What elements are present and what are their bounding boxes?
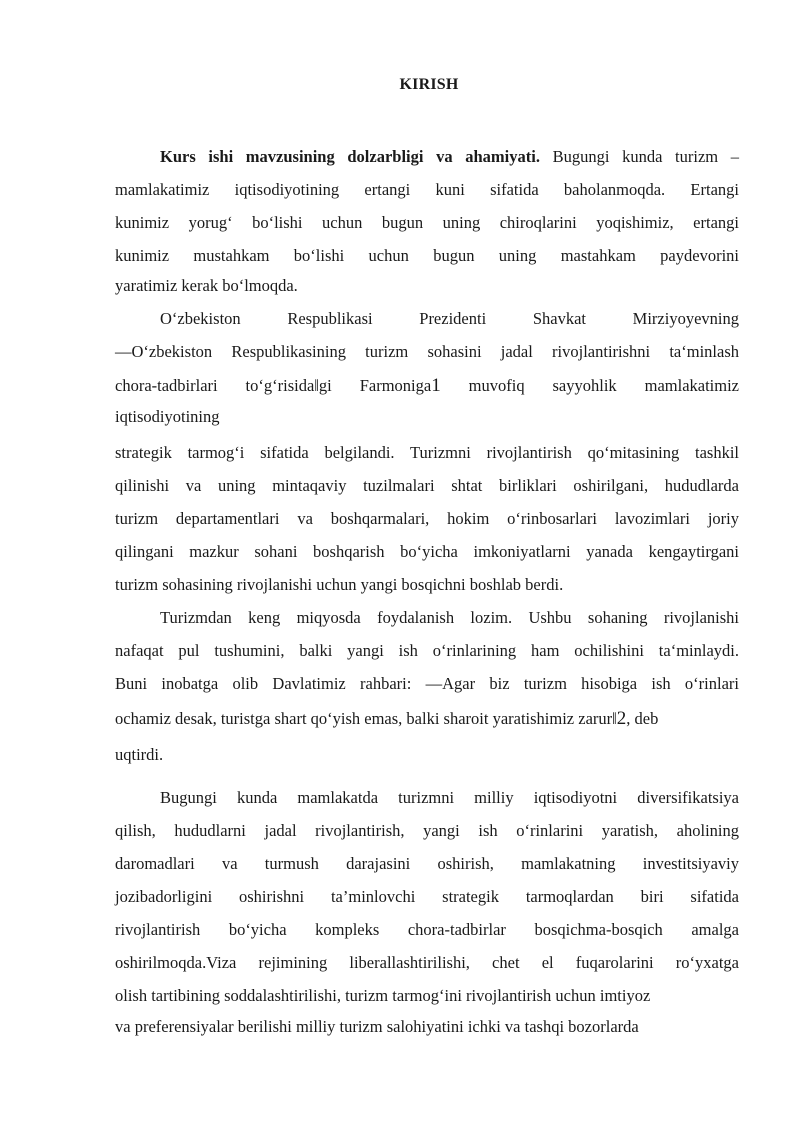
paragraph-line: nafaqat pul tushumini, balki yangi ish o‘rinlarining ham ochilishini ta‘minlaydi.: [115, 641, 739, 660]
paragraph-line: [160, 146, 739, 168]
footnote-marker: 2: [616, 708, 627, 729]
paragraph-line: turizm departamentlari va boshqarmalari, hokim o‘rinbosarlari lavozimlari joriy: [115, 509, 739, 528]
page-title: KIRISH: [399, 76, 459, 93]
paragraph-line: strategik tarmog‘i sifatida belgilandi. Turizmni rivojlantirish qo‘mitasining tashkil: [115, 443, 739, 462]
paragraph-line: uqtirdi.: [115, 745, 164, 764]
paragraph-line: daromadlari va turmush darajasini oshirish, mamlakatning investitsiyaviy: [115, 854, 739, 873]
paragraph-line: Bugungi kunda mamlakatda turizmni milliy iqtisodiyotni diversifikatsiya: [160, 788, 739, 807]
paragraph-line: kunimiz yorug‘ bo‘lishi uchun bugun uning chiroqlarini yoqishimiz, ertangi: [115, 213, 739, 232]
paragraph-line: olish tartibining soddalashtirilishi, turizm tarmog‘ini rivojlantirish uchun imtiyoz: [115, 986, 651, 1005]
section-lead-bold: Kurs ishi mavzusining dolzarbligi va ahamiyati.: [160, 147, 540, 166]
line-text: Bugungi kunda turizm –: [539, 147, 739, 166]
paragraph-line: [115, 375, 739, 397]
paragraph-line: mamlakatimiz iqtisodiyotining ertangi kuni sifatida baholanmoqda. Ertangi: [115, 180, 739, 199]
paragraph-line: qilish, hududlarni jadal rivojlantirish, yangi ish o‘rinlarini yaratish, aholining: [115, 821, 739, 840]
paragraph-line: qilingani mazkur sohani boshqarish bo‘yicha imkoniyatlarni yanada kengaytirgani: [115, 542, 739, 561]
paragraph-line: jozibadorligini oshirishni ta’minlovchi strategik tarmoqlardan biri sifatida: [115, 887, 739, 906]
paragraph-line: turizm sohasining rivojlanishi uchun yangi bosqichni boshlab berdi.: [115, 575, 564, 594]
line-text: , deb: [626, 709, 659, 728]
paragraph-line: qilinishi va uning mintaqaviy tuzilmalari shtat birliklari oshirilgani, hududlarda: [115, 476, 739, 495]
paragraph-line: iqtisodiyotining: [115, 407, 220, 426]
line-text: muvofiq sayyohlik mamlakatimiz: [440, 376, 740, 395]
paragraph-line: Buni inobatga olib Davlatimiz rahbari: ―Agar biz turizm hisobiga ish o‘rinlari: [115, 674, 739, 693]
paragraph-line: O‘zbekiston Respublikasi Prezidenti Shavkat Mirziyoyevning: [160, 309, 739, 328]
paragraph-line: yaratimiz kerak bo‘lmoqda.: [115, 276, 298, 295]
paragraph-line: Turizmdan keng miqyosda foydalanish lozim. Ushbu sohaning rivojlanishi: [160, 608, 739, 627]
paragraph-line: ―O‘zbekiston Respublikasining turizm sohasini jadal rivojlantirishni ta‘minlash: [115, 342, 739, 361]
paragraph-line: va preferensiyalar berilishi milliy turizm salohiyatini ichki va tashqi bozorlarda: [115, 1017, 639, 1036]
paragraph-line: oshirilmoqda.Viza rejimining liberallashtirilishi, chet el fuqarolarini ro‘yxatga: [115, 953, 739, 972]
line-text: chora-tadbirlari to‘g‘risida‖gi Farmoniga: [115, 376, 432, 395]
paragraph-line: rivojlantirish bo‘yicha kompleks chora-tadbirlar bosqichma-bosqich amalga: [115, 920, 739, 939]
line-text: ochamiz desak, turistga shart qo‘yish emas, balki sharoit yaratishimiz zarur‖: [115, 709, 617, 728]
paragraph-line: [115, 708, 755, 730]
paragraph-line: kunimiz mustahkam bo‘lishi uchun bugun uning mastahkam paydevorini: [115, 246, 739, 265]
footnote-marker: 1: [431, 375, 441, 396]
